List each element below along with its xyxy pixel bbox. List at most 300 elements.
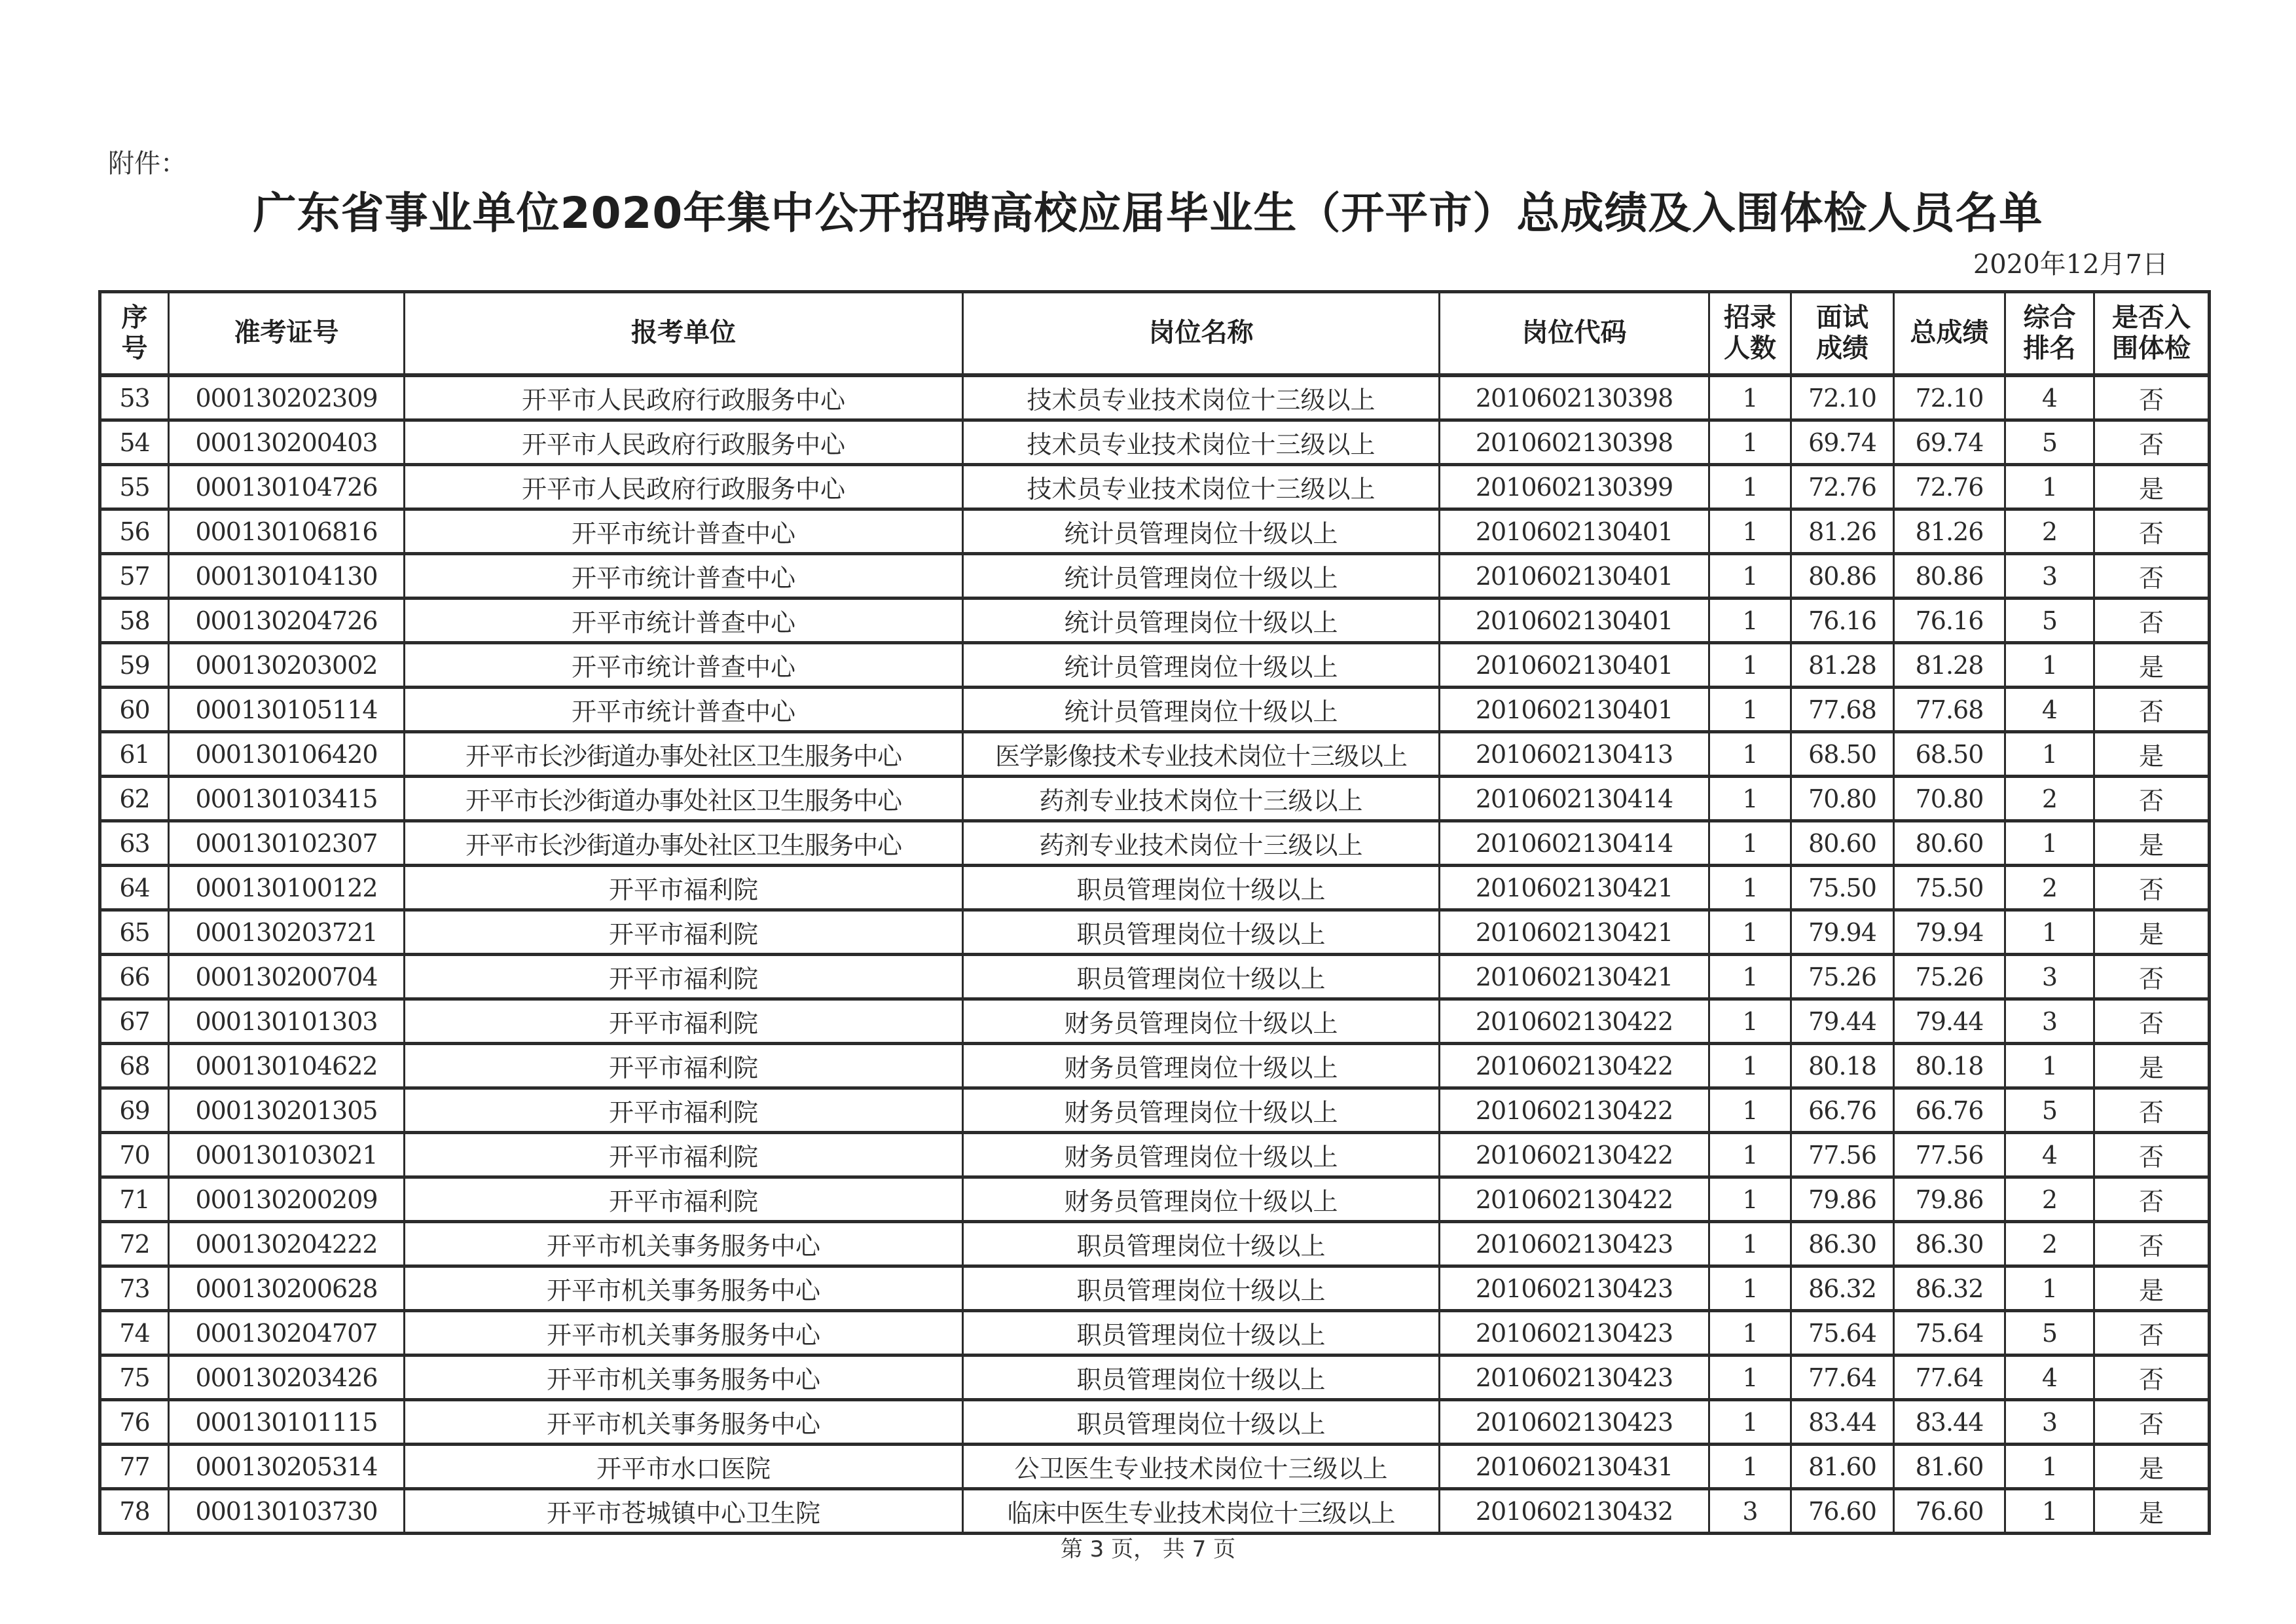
cell-post-name: 统计员管理岗位十级以上 — [963, 599, 1440, 643]
cell-rank: 5 — [2005, 1311, 2094, 1356]
cell-total-score: 77.64 — [1894, 1356, 2005, 1400]
cell-seq: 72 — [100, 1222, 169, 1266]
attachment-label: 附件： — [108, 149, 187, 179]
cell-interview-score: 66.76 — [1791, 1088, 1894, 1133]
cell-quota: 1 — [1709, 465, 1791, 509]
cell-quota: 1 — [1709, 910, 1791, 955]
cell-seq: 76 — [100, 1400, 169, 1445]
cell-exam-no: 000130102307 — [169, 821, 405, 866]
table-row — [100, 1222, 2210, 1266]
cell-interview-score: 75.26 — [1791, 955, 1894, 999]
cell-interview-score: 86.30 — [1791, 1222, 1894, 1266]
cell-exam-no: 000130205314 — [169, 1445, 405, 1489]
table-row — [100, 1177, 2210, 1222]
cell-exam-no: 000130204707 — [169, 1311, 405, 1356]
cell-interview-score: 68.50 — [1791, 732, 1894, 777]
cell-rank: 2 — [2005, 866, 2094, 910]
header-total — [1894, 292, 2005, 376]
cell-interview-score: 80.60 — [1791, 821, 1894, 866]
cell-exam-no: 000130101115 — [169, 1400, 405, 1445]
header-interview-label: 面试 成绩 — [1816, 302, 1868, 363]
table-row — [100, 1044, 2210, 1088]
table-row — [100, 375, 2210, 420]
cell-post-code: 2010602130423 — [1440, 1222, 1709, 1266]
table-row — [100, 1489, 2210, 1534]
cell-quota: 1 — [1709, 1222, 1791, 1266]
cell-post-name: 职员管理岗位十级以上 — [963, 1356, 1440, 1400]
cell-exam-no: 000130204222 — [169, 1222, 405, 1266]
cell-unit: 开平市福利院 — [405, 1133, 963, 1177]
table-body — [100, 375, 2210, 1534]
cell-unit: 开平市人民政府行政服务中心 — [405, 465, 963, 509]
cell-post-code: 2010602130414 — [1440, 777, 1709, 821]
cell-quota: 1 — [1709, 554, 1791, 599]
table-row — [100, 554, 2210, 599]
cell-interview-score: 75.64 — [1791, 1311, 1894, 1356]
cell-shortlisted: 否 — [2094, 1400, 2210, 1445]
cell-total-score: 80.86 — [1894, 554, 2005, 599]
cell-shortlisted: 否 — [2094, 1356, 2210, 1400]
cell-rank: 2 — [2005, 777, 2094, 821]
header-seq — [100, 292, 169, 376]
cell-post-name: 统计员管理岗位十级以上 — [963, 554, 1440, 599]
cell-rank: 5 — [2005, 599, 2094, 643]
cell-total-score: 83.44 — [1894, 1400, 2005, 1445]
header-total-label: 总成绩 — [1910, 318, 1989, 348]
cell-seq: 62 — [100, 777, 169, 821]
cell-post-code: 2010602130398 — [1440, 420, 1709, 465]
cell-total-score: 80.60 — [1894, 821, 2005, 866]
cell-post-code: 2010602130431 — [1440, 1445, 1709, 1489]
cell-shortlisted: 否 — [2094, 554, 2210, 599]
header-post-code-label: 岗位代码 — [1522, 318, 1627, 348]
cell-interview-score: 76.60 — [1791, 1489, 1894, 1534]
cell-unit: 开平市机关事务服务中心 — [405, 1311, 963, 1356]
cell-quota: 1 — [1709, 955, 1791, 999]
header-unit-label: 报考单位 — [631, 318, 736, 348]
cell-rank: 3 — [2005, 955, 2094, 999]
cell-seq: 66 — [100, 955, 169, 999]
cell-quota: 1 — [1709, 1044, 1791, 1088]
page-footer: 第 3 页， 共 7 页 — [1060, 1536, 1236, 1562]
document-date: 2020年12月7日 — [1973, 249, 2168, 280]
cell-interview-score: 79.44 — [1791, 999, 1894, 1044]
cell-post-code: 2010602130421 — [1440, 955, 1709, 999]
cell-interview-score: 83.44 — [1791, 1400, 1894, 1445]
cell-interview-score: 80.18 — [1791, 1044, 1894, 1088]
cell-rank: 1 — [2005, 910, 2094, 955]
cell-post-code: 2010602130422 — [1440, 1044, 1709, 1088]
cell-rank: 2 — [2005, 1222, 2094, 1266]
cell-post-code: 2010602130399 — [1440, 465, 1709, 509]
cell-seq: 60 — [100, 688, 169, 732]
header-post-name-label: 岗位名称 — [1148, 318, 1254, 348]
table-row — [100, 643, 2210, 688]
table-row — [100, 688, 2210, 732]
cell-post-code: 2010602130401 — [1440, 643, 1709, 688]
table-row — [100, 1400, 2210, 1445]
cell-shortlisted: 是 — [2094, 821, 2210, 866]
header-unit — [405, 292, 963, 376]
cell-unit: 开平市机关事务服务中心 — [405, 1266, 963, 1311]
cell-rank: 3 — [2005, 1400, 2094, 1445]
cell-unit: 开平市福利院 — [405, 910, 963, 955]
cell-exam-no: 000130100122 — [169, 866, 405, 910]
cell-seq: 78 — [100, 1489, 169, 1534]
cell-rank: 1 — [2005, 1044, 2094, 1088]
cell-total-score: 66.76 — [1894, 1088, 2005, 1133]
cell-rank: 4 — [2005, 375, 2094, 420]
cell-interview-score: 70.80 — [1791, 777, 1894, 821]
cell-post-code: 2010602130398 — [1440, 375, 1709, 420]
cell-post-name: 财务员管理岗位十级以上 — [963, 1177, 1440, 1222]
cell-post-name: 职员管理岗位十级以上 — [963, 1222, 1440, 1266]
cell-unit: 开平市人民政府行政服务中心 — [405, 375, 963, 420]
cell-quota: 1 — [1709, 1266, 1791, 1311]
cell-shortlisted: 否 — [2094, 688, 2210, 732]
cell-shortlisted: 否 — [2094, 375, 2210, 420]
cell-post-name: 职员管理岗位十级以上 — [963, 910, 1440, 955]
cell-quota: 1 — [1709, 599, 1791, 643]
cell-exam-no: 000130103730 — [169, 1489, 405, 1534]
cell-rank: 1 — [2005, 465, 2094, 509]
cell-unit: 开平市福利院 — [405, 1177, 963, 1222]
cell-unit: 开平市统计普查中心 — [405, 599, 963, 643]
cell-total-score: 76.16 — [1894, 599, 2005, 643]
cell-shortlisted: 否 — [2094, 866, 2210, 910]
cell-shortlisted: 否 — [2094, 999, 2210, 1044]
cell-post-name: 财务员管理岗位十级以上 — [963, 1088, 1440, 1133]
cell-quota: 1 — [1709, 688, 1791, 732]
table-row — [100, 1311, 2210, 1356]
cell-post-code: 2010602130423 — [1440, 1356, 1709, 1400]
cell-unit: 开平市统计普查中心 — [405, 643, 963, 688]
cell-post-code: 2010602130421 — [1440, 910, 1709, 955]
cell-quota: 3 — [1709, 1489, 1791, 1534]
cell-post-name: 临床中医生专业技术岗位十三级以上 — [963, 1489, 1440, 1534]
cell-interview-score: 69.74 — [1791, 420, 1894, 465]
cell-rank: 1 — [2005, 821, 2094, 866]
cell-post-code: 2010602130401 — [1440, 599, 1709, 643]
cell-shortlisted: 是 — [2094, 643, 2210, 688]
cell-post-name: 职员管理岗位十级以上 — [963, 1266, 1440, 1311]
cell-unit: 开平市水口医院 — [405, 1445, 963, 1489]
cell-exam-no: 000130200209 — [169, 1177, 405, 1222]
cell-interview-score: 79.94 — [1791, 910, 1894, 955]
cell-seq: 56 — [100, 509, 169, 554]
cell-exam-no: 000130101303 — [169, 999, 405, 1044]
cell-exam-no: 000130200704 — [169, 955, 405, 999]
cell-seq: 69 — [100, 1088, 169, 1133]
cell-seq: 73 — [100, 1266, 169, 1311]
cell-shortlisted: 否 — [2094, 1133, 2210, 1177]
cell-post-name: 技术员专业技术岗位十三级以上 — [963, 465, 1440, 509]
cell-rank: 3 — [2005, 999, 2094, 1044]
table-row — [100, 866, 2210, 910]
cell-post-code: 2010602130432 — [1440, 1489, 1709, 1534]
cell-rank: 4 — [2005, 688, 2094, 732]
cell-seq: 58 — [100, 599, 169, 643]
cell-total-score: 81.26 — [1894, 509, 2005, 554]
table-row — [100, 999, 2210, 1044]
cell-post-code: 2010602130423 — [1440, 1311, 1709, 1356]
cell-total-score: 79.44 — [1894, 999, 2005, 1044]
table-row — [100, 1266, 2210, 1311]
cell-shortlisted: 是 — [2094, 1489, 2210, 1534]
table-row — [100, 732, 2210, 777]
cell-shortlisted: 是 — [2094, 1445, 2210, 1489]
header-interview — [1791, 292, 1894, 376]
cell-interview-score: 72.76 — [1791, 465, 1894, 509]
cell-shortlisted: 否 — [2094, 509, 2210, 554]
cell-post-name: 技术员专业技术岗位十三级以上 — [963, 375, 1440, 420]
cell-quota: 1 — [1709, 866, 1791, 910]
cell-exam-no: 000130106420 — [169, 732, 405, 777]
table-row — [100, 599, 2210, 643]
cell-seq: 74 — [100, 1311, 169, 1356]
table-row — [100, 420, 2210, 465]
cell-quota: 1 — [1709, 732, 1791, 777]
header-quota — [1709, 292, 1791, 376]
cell-rank: 5 — [2005, 420, 2094, 465]
cell-interview-score: 81.26 — [1791, 509, 1894, 554]
table-row — [100, 955, 2210, 999]
cell-seq: 61 — [100, 732, 169, 777]
cell-post-name: 医学影像技术专业技术岗位十三级以上 — [963, 732, 1440, 777]
cell-unit: 开平市苍城镇中心卫生院 — [405, 1489, 963, 1534]
cell-shortlisted: 否 — [2094, 420, 2210, 465]
cell-seq: 63 — [100, 821, 169, 866]
cell-exam-no: 000130203721 — [169, 910, 405, 955]
cell-shortlisted: 否 — [2094, 1222, 2210, 1266]
cell-unit: 开平市长沙街道办事处社区卫生服务中心 — [405, 732, 963, 777]
header-post-name — [963, 292, 1440, 376]
cell-total-score: 79.86 — [1894, 1177, 2005, 1222]
cell-post-code: 2010602130423 — [1440, 1266, 1709, 1311]
table-header-row — [100, 292, 2210, 376]
table-row — [100, 821, 2210, 866]
cell-seq: 53 — [100, 375, 169, 420]
cell-rank: 1 — [2005, 1445, 2094, 1489]
header-exam-no — [169, 292, 405, 376]
header-exam-no-label: 准考证号 — [234, 318, 339, 348]
cell-rank: 3 — [2005, 554, 2094, 599]
cell-post-name: 职员管理岗位十级以上 — [963, 1400, 1440, 1445]
table-row — [100, 465, 2210, 509]
cell-post-code: 2010602130401 — [1440, 688, 1709, 732]
cell-quota: 1 — [1709, 777, 1791, 821]
cell-post-name: 职员管理岗位十级以上 — [963, 955, 1440, 999]
cell-exam-no: 000130103415 — [169, 777, 405, 821]
cell-rank: 1 — [2005, 643, 2094, 688]
cell-quota: 1 — [1709, 1088, 1791, 1133]
cell-quota: 1 — [1709, 1400, 1791, 1445]
cell-post-name: 财务员管理岗位十级以上 — [963, 1133, 1440, 1177]
cell-exam-no: 000130203426 — [169, 1356, 405, 1400]
cell-exam-no: 000130203002 — [169, 643, 405, 688]
cell-total-score: 77.68 — [1894, 688, 2005, 732]
cell-post-code: 2010602130422 — [1440, 1088, 1709, 1133]
cell-post-name: 技术员专业技术岗位十三级以上 — [963, 420, 1440, 465]
cell-post-name: 统计员管理岗位十级以上 — [963, 509, 1440, 554]
header-shortlisted-label: 是否入 围体检 — [2112, 302, 2191, 363]
cell-post-name: 统计员管理岗位十级以上 — [963, 643, 1440, 688]
cell-total-score: 69.74 — [1894, 420, 2005, 465]
cell-post-code: 2010602130413 — [1440, 732, 1709, 777]
cell-exam-no: 000130104622 — [169, 1044, 405, 1088]
cell-post-name: 财务员管理岗位十级以上 — [963, 999, 1440, 1044]
header-quota-label: 招录 人数 — [1724, 302, 1776, 363]
cell-interview-score: 81.28 — [1791, 643, 1894, 688]
cell-exam-no: 000130104130 — [169, 554, 405, 599]
cell-total-score: 72.10 — [1894, 375, 2005, 420]
cell-seq: 68 — [100, 1044, 169, 1088]
cell-interview-score: 81.60 — [1791, 1445, 1894, 1489]
cell-exam-no: 000130105114 — [169, 688, 405, 732]
header-rank — [2005, 292, 2094, 376]
cell-total-score: 86.32 — [1894, 1266, 2005, 1311]
cell-seq: 57 — [100, 554, 169, 599]
cell-seq: 70 — [100, 1133, 169, 1177]
cell-quota: 1 — [1709, 1311, 1791, 1356]
cell-post-name: 药剂专业技术岗位十三级以上 — [963, 821, 1440, 866]
cell-exam-no: 000130104726 — [169, 465, 405, 509]
cell-shortlisted: 否 — [2094, 1088, 2210, 1133]
cell-rank: 4 — [2005, 1133, 2094, 1177]
cell-total-score: 75.50 — [1894, 866, 2005, 910]
cell-quota: 1 — [1709, 1356, 1791, 1400]
cell-post-code: 2010602130422 — [1440, 1177, 1709, 1222]
cell-unit: 开平市人民政府行政服务中心 — [405, 420, 963, 465]
cell-post-code: 2010602130423 — [1440, 1400, 1709, 1445]
cell-shortlisted: 是 — [2094, 732, 2210, 777]
cell-shortlisted: 是 — [2094, 465, 2210, 509]
cell-shortlisted: 是 — [2094, 1266, 2210, 1311]
cell-shortlisted: 是 — [2094, 1044, 2210, 1088]
cell-shortlisted: 否 — [2094, 1311, 2210, 1356]
cell-total-score: 79.94 — [1894, 910, 2005, 955]
cell-rank: 4 — [2005, 1356, 2094, 1400]
cell-unit: 开平市福利院 — [405, 955, 963, 999]
results-table — [98, 290, 2211, 1535]
document-title: 广东省事业单位2020年集中公开招聘高校应届毕业生（开平市）总成绩及入围体检人员名单 — [253, 188, 2043, 238]
cell-total-score: 72.76 — [1894, 465, 2005, 509]
cell-seq: 64 — [100, 866, 169, 910]
cell-seq: 59 — [100, 643, 169, 688]
cell-seq: 77 — [100, 1445, 169, 1489]
cell-quota: 1 — [1709, 1133, 1791, 1177]
cell-post-name: 财务员管理岗位十级以上 — [963, 1044, 1440, 1088]
cell-unit: 开平市福利院 — [405, 999, 963, 1044]
cell-quota: 1 — [1709, 375, 1791, 420]
cell-unit: 开平市机关事务服务中心 — [405, 1400, 963, 1445]
cell-seq: 67 — [100, 999, 169, 1044]
cell-quota: 1 — [1709, 1177, 1791, 1222]
cell-total-score: 75.64 — [1894, 1311, 2005, 1356]
cell-quota: 1 — [1709, 821, 1791, 866]
cell-post-code: 2010602130422 — [1440, 1133, 1709, 1177]
cell-shortlisted: 否 — [2094, 955, 2210, 999]
cell-seq: 54 — [100, 420, 169, 465]
table-row — [100, 1088, 2210, 1133]
cell-post-code: 2010602130421 — [1440, 866, 1709, 910]
cell-unit: 开平市统计普查中心 — [405, 554, 963, 599]
cell-exam-no: 000130103021 — [169, 1133, 405, 1177]
cell-total-score: 75.26 — [1894, 955, 2005, 999]
cell-post-name: 统计员管理岗位十级以上 — [963, 688, 1440, 732]
cell-post-code: 2010602130401 — [1440, 509, 1709, 554]
cell-rank: 2 — [2005, 509, 2094, 554]
cell-post-code: 2010602130414 — [1440, 821, 1709, 866]
cell-shortlisted: 否 — [2094, 777, 2210, 821]
table-row — [100, 1356, 2210, 1400]
cell-unit: 开平市机关事务服务中心 — [405, 1222, 963, 1266]
cell-unit: 开平市长沙街道办事处社区卫生服务中心 — [405, 777, 963, 821]
cell-seq: 71 — [100, 1177, 169, 1222]
table-row — [100, 910, 2210, 955]
cell-total-score: 76.60 — [1894, 1489, 2005, 1534]
cell-unit: 开平市福利院 — [405, 1088, 963, 1133]
cell-rank: 1 — [2005, 732, 2094, 777]
cell-rank: 1 — [2005, 1266, 2094, 1311]
cell-quota: 1 — [1709, 420, 1791, 465]
cell-unit: 开平市福利院 — [405, 866, 963, 910]
cell-total-score: 68.50 — [1894, 732, 2005, 777]
cell-interview-score: 76.16 — [1791, 599, 1894, 643]
cell-shortlisted: 是 — [2094, 910, 2210, 955]
cell-interview-score: 77.56 — [1791, 1133, 1894, 1177]
table-row — [100, 509, 2210, 554]
cell-seq: 55 — [100, 465, 169, 509]
cell-post-name: 职员管理岗位十级以上 — [963, 866, 1440, 910]
cell-unit: 开平市福利院 — [405, 1044, 963, 1088]
cell-total-score: 77.56 — [1894, 1133, 2005, 1177]
cell-unit: 开平市长沙街道办事处社区卫生服务中心 — [405, 821, 963, 866]
header-post-code — [1440, 292, 1709, 376]
table-row — [100, 1445, 2210, 1489]
cell-unit: 开平市统计普查中心 — [405, 509, 963, 554]
cell-interview-score: 77.68 — [1791, 688, 1894, 732]
cell-exam-no: 000130200628 — [169, 1266, 405, 1311]
cell-rank: 2 — [2005, 1177, 2094, 1222]
cell-total-score: 81.60 — [1894, 1445, 2005, 1489]
cell-exam-no: 000130202309 — [169, 375, 405, 420]
header-rank-label: 综合 排名 — [2023, 302, 2076, 363]
cell-seq: 75 — [100, 1356, 169, 1400]
cell-exam-no: 000130204726 — [169, 599, 405, 643]
cell-exam-no: 000130200403 — [169, 420, 405, 465]
cell-exam-no: 000130106816 — [169, 509, 405, 554]
cell-quota: 1 — [1709, 643, 1791, 688]
cell-interview-score: 86.32 — [1791, 1266, 1894, 1311]
cell-post-name: 公卫医生专业技术岗位十三级以上 — [963, 1445, 1440, 1489]
cell-shortlisted: 否 — [2094, 1177, 2210, 1222]
cell-interview-score: 80.86 — [1791, 554, 1894, 599]
cell-interview-score: 75.50 — [1791, 866, 1894, 910]
cell-shortlisted: 否 — [2094, 599, 2210, 643]
cell-quota: 1 — [1709, 999, 1791, 1044]
cell-post-name: 药剂专业技术岗位十三级以上 — [963, 777, 1440, 821]
cell-post-code: 2010602130422 — [1440, 999, 1709, 1044]
cell-exam-no: 000130201305 — [169, 1088, 405, 1133]
table-row — [100, 777, 2210, 821]
cell-unit: 开平市统计普查中心 — [405, 688, 963, 732]
cell-seq: 65 — [100, 910, 169, 955]
cell-total-score: 81.28 — [1894, 643, 2005, 688]
cell-interview-score: 72.10 — [1791, 375, 1894, 420]
cell-total-score: 80.18 — [1894, 1044, 2005, 1088]
header-seq-label: 序 号 — [121, 302, 148, 363]
